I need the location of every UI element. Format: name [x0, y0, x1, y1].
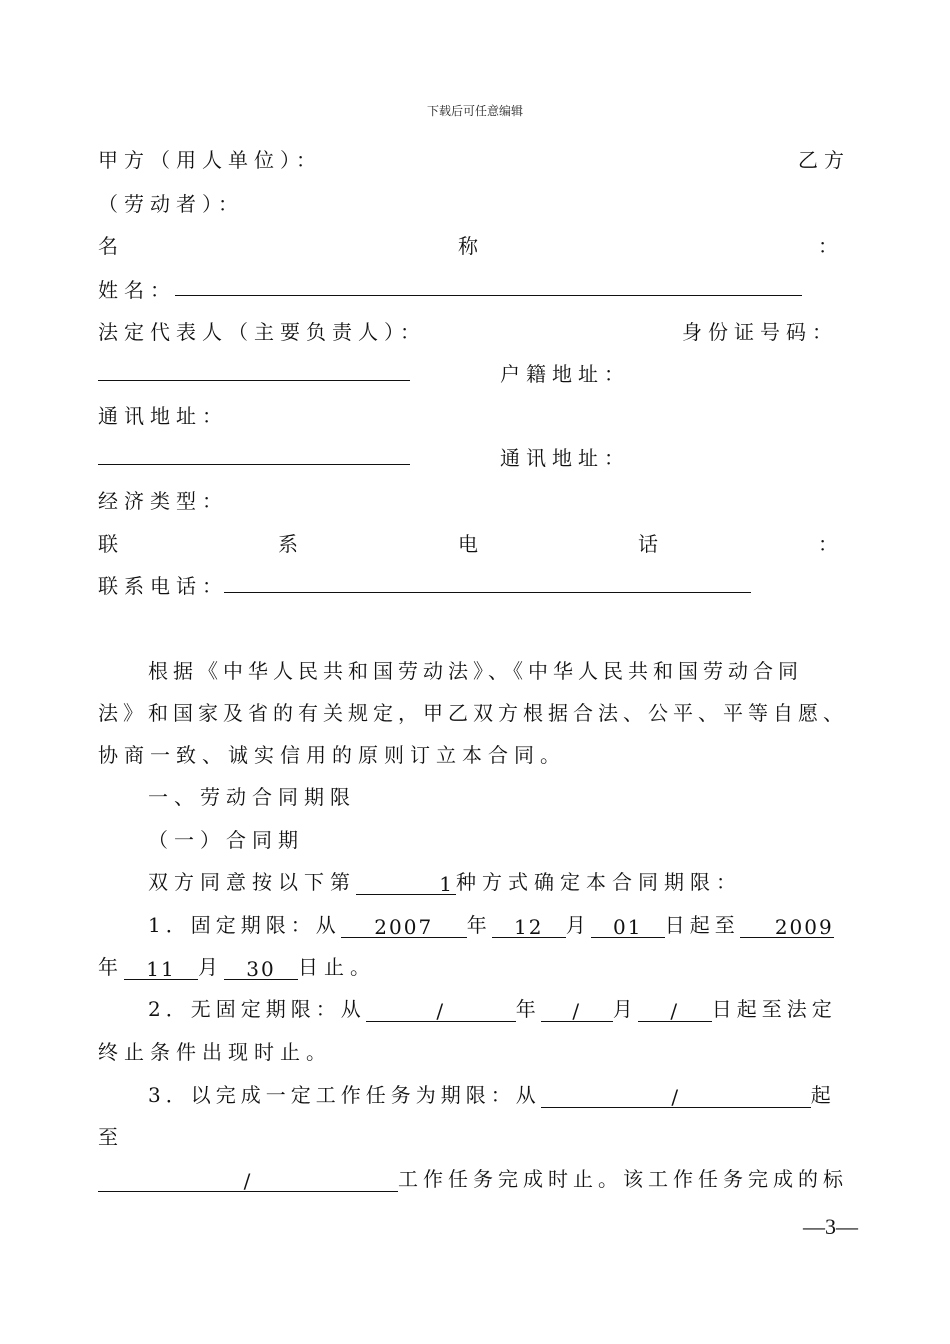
task-term-label: 3．以完成一定工作任务为期限：从 [148, 1083, 541, 1107]
fixed-end-ri: 日止。 [298, 955, 376, 979]
fixed-end-nian: 年 [98, 955, 124, 979]
fixed-nian: 年 [466, 913, 492, 937]
task-zhi: 至 [98, 1125, 124, 1149]
phone-b-field[interactable] [224, 592, 751, 593]
open-nian: 年 [515, 997, 541, 1021]
fixed-term-row [148, 909, 858, 938]
person-name-row [98, 274, 850, 303]
section-1-title: 一、劳动合同期限 [148, 785, 356, 809]
open-month[interactable]: / [541, 999, 613, 1022]
legal-rep-row [98, 316, 838, 345]
open-tail: 日起至法定 [711, 997, 837, 1021]
name-char-3: ： [818, 234, 838, 258]
party-a-b-row [98, 144, 850, 173]
fixed-start-day[interactable]: 01 [591, 915, 665, 938]
para1-line3: 协商一致、诚实信用的原则订立本合同。 [98, 743, 566, 767]
name-char-1: 名 [98, 234, 118, 258]
fixed-end-yue: 月 [198, 955, 224, 979]
page-header: 下载后可任意编辑 [426, 104, 523, 118]
para1-line1: 根据《中华人民共和国劳动法》、《中华人民共和国劳动合同 [148, 659, 803, 683]
fixed-end-day[interactable]: 30 [224, 957, 298, 980]
term-choice-row [148, 866, 848, 895]
term-choice-pre: 双方同意按以下第 [148, 870, 356, 894]
open-term-row [148, 993, 858, 1022]
task-to-field[interactable]: / [98, 1169, 398, 1192]
task-tail: 工作任务完成时止。该工作任务完成的标 [398, 1167, 848, 1191]
page-number: —3— [803, 1214, 858, 1239]
name-char-2: 称 [458, 234, 478, 258]
phone-char-3: 电 [458, 532, 478, 556]
fixed-yue: 月 [565, 913, 591, 937]
fixed-term-label: 1．固定期限：从 [148, 913, 341, 937]
phone-char-1: 联 [98, 532, 118, 556]
open-day[interactable]: / [638, 999, 712, 1022]
legal-rep-label: 法定代表人（主要负责人）： [98, 320, 426, 344]
phone-char-4: 话 [638, 532, 658, 556]
fixed-ri-qizhi: 日起至 [664, 913, 740, 937]
fixed-term-row-2 [98, 951, 850, 980]
mail-addr-a-label: 通讯地址： [98, 404, 228, 428]
id-number-label: 身份证号码： [682, 320, 838, 344]
party-a-label: 甲方（用人单位）： [98, 148, 322, 172]
phone-a-row [98, 528, 838, 557]
task-qi: 起 [810, 1083, 836, 1107]
subsection-1-title: （一）合同期 [148, 828, 304, 852]
legal-rep-field[interactable] [98, 380, 410, 381]
open-term-label: 2．无固定期限：从 [148, 997, 366, 1021]
term-choice-field[interactable]: 1 [356, 872, 456, 895]
party-b-label: 乙方 [798, 148, 850, 172]
task-from-field[interactable]: / [541, 1085, 811, 1108]
open-term-line2: 终止条件出现时止。 [98, 1040, 332, 1064]
fixed-start-month[interactable]: 12 [492, 915, 566, 938]
task-term-row-3 [98, 1163, 850, 1192]
task-term-row [148, 1079, 858, 1108]
open-yue: 月 [612, 997, 638, 1021]
para1-line2: 法》和国家及省的有关规定，甲乙双方根据合法、公平、平等自愿、 [98, 701, 848, 725]
person-name-field[interactable] [175, 295, 802, 296]
company-name-row [98, 230, 838, 259]
mail-addr-a-field[interactable] [98, 464, 410, 465]
household-addr-label: 户籍地址： [500, 362, 630, 386]
fixed-start-year[interactable]: 2007 [341, 915, 467, 938]
person-name-label: 姓名： [98, 278, 176, 302]
mail-addr-b-label: 通讯地址： [500, 446, 630, 470]
phone-char-5: ： [818, 532, 838, 556]
term-choice-post: 种方式确定本合同期限： [456, 870, 742, 894]
econ-type-label: 经济类型： [98, 489, 228, 513]
open-year[interactable]: / [366, 999, 516, 1022]
phone-b-label: 联系电话： [98, 574, 228, 598]
party-b-label-cont: （劳动者）： [98, 192, 244, 216]
fixed-end-month[interactable]: 11 [124, 957, 198, 980]
phone-char-2: 系 [278, 532, 298, 556]
fixed-end-year[interactable]: 2009 [740, 915, 834, 938]
